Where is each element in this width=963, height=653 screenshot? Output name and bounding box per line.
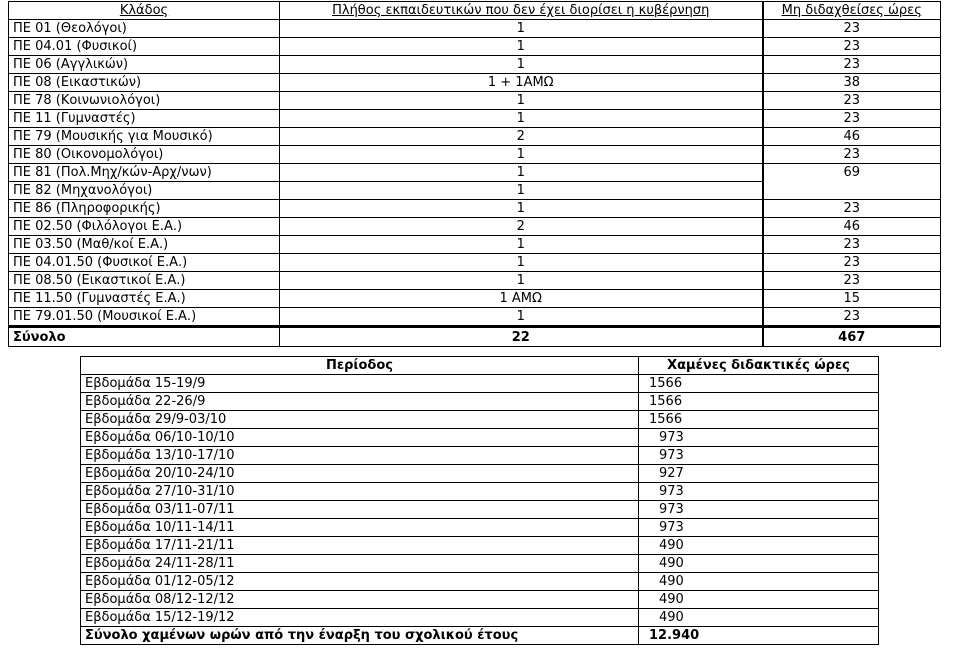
teacher-count-cell: 1 (280, 182, 763, 200)
lost-hours-cell: 973 (639, 447, 879, 465)
klados-cell: ΠΕ 79 (Μουσικής για Μουσικό) (9, 128, 280, 146)
klados-cell: ΠΕ 78 (Κοινωνιολόγοι) (9, 92, 280, 110)
column-header-klados: Κλάδος (9, 2, 280, 20)
table-row (9, 200, 941, 218)
table-row (9, 128, 941, 146)
lost-hours-cell: 927 (639, 465, 879, 483)
lost-hours-cell: 973 (639, 501, 879, 519)
table-row (9, 218, 941, 236)
lost-hours-cell: 490 (639, 537, 879, 555)
column-header-count: Πλήθος εκπαιδευτικών που δεν έχει διορίσει η κυβέρνηση (280, 2, 763, 20)
table-body (81, 375, 879, 645)
period-cell: Εβδομάδα 15-19/9 (81, 375, 639, 393)
table-row (81, 375, 879, 393)
teacher-count-cell: 1 + 1ΑΜΩ (280, 74, 763, 92)
total-hours: 467 (763, 327, 941, 347)
hours-cell: 23 (763, 56, 941, 74)
hours-cell: 23 (763, 20, 941, 38)
klados-cell: ΠΕ 79.01.50 (Μουσικοί Ε.Α.) (9, 308, 280, 327)
hours-cell: 23 (763, 110, 941, 128)
teacher-count-cell: 1 (280, 308, 763, 327)
period-cell: Εβδομάδα 06/10-10/10 (81, 429, 639, 447)
lost-hours-cell: 490 (639, 609, 879, 627)
klados-cell: ΠΕ 02.50 (Φιλόλογοι Ε.Α.) (9, 218, 280, 236)
klados-cell: ΠΕ 82 (Μηχανολόγοι) (9, 182, 280, 200)
klados-cell: ΠΕ 81 (Πολ.Μηχ/κών-Αρχ/νων) (9, 164, 280, 182)
lost-hours-cell: 490 (639, 573, 879, 591)
lost-hours-table (80, 356, 879, 645)
table-row (9, 20, 941, 38)
total-label: Σύνολο (9, 327, 280, 347)
teacher-count-cell: 1 (280, 272, 763, 290)
period-cell: Εβδομάδα 22-26/9 (81, 393, 639, 411)
period-cell: Εβδομάδα 08/12-12/12 (81, 591, 639, 609)
hours-cell: 23 (763, 236, 941, 254)
lost-hours-cell: 973 (639, 483, 879, 501)
lost-hours-cell: 1566 (639, 375, 879, 393)
table-header-row (81, 357, 879, 375)
table-row (9, 56, 941, 74)
period-cell: Εβδομάδα 29/9-03/10 (81, 411, 639, 429)
total-count: 22 (280, 327, 763, 347)
teacher-count-cell: 1 (280, 236, 763, 254)
table-row (81, 519, 879, 537)
teacher-count-cell: 1 (280, 110, 763, 128)
klados-cell: ΠΕ 80 (Οικονομολόγοι) (9, 146, 280, 164)
teacher-count-cell: 1 (280, 56, 763, 74)
table-row (9, 308, 941, 327)
hours-cell: 15 (763, 290, 941, 308)
table-row (81, 591, 879, 609)
table-row (9, 92, 941, 110)
table-row (81, 411, 879, 429)
hours-cell: 46 (763, 128, 941, 146)
teacher-count-cell: 1 (280, 92, 763, 110)
table-row (81, 537, 879, 555)
period-cell: Εβδομάδα 10/11-14/11 (81, 519, 639, 537)
table-row (81, 483, 879, 501)
table-row (81, 501, 879, 519)
teacher-count-cell: 1 (280, 20, 763, 38)
total-label: Σύνολο χαμένων ωρών από την έναρξη του σχολικού έτους (81, 627, 639, 645)
hours-cell: 23 (763, 308, 941, 327)
klados-cell: ΠΕ 04.01 (Φυσικοί) (9, 38, 280, 56)
unappointed-teachers-table (8, 1, 941, 347)
hours-cell: 23 (763, 38, 941, 56)
table-row (9, 272, 941, 290)
period-cell: Εβδομάδα 03/11-07/11 (81, 501, 639, 519)
hours-cell: 46 (763, 218, 941, 236)
klados-cell: ΠΕ 03.50 (Μαθ/κοί Ε.Α.) (9, 236, 280, 254)
lost-hours-cell: 1566 (639, 393, 879, 411)
teacher-count-cell: 2 (280, 128, 763, 146)
total-row (9, 327, 941, 347)
table-row (9, 38, 941, 56)
table-row (9, 164, 941, 182)
table-row (9, 236, 941, 254)
total-lost-hours: 12.940 (639, 627, 879, 645)
table-header-row (9, 2, 941, 20)
teacher-count-cell: 2 (280, 218, 763, 236)
period-cell: Εβδομάδα 15/12-19/12 (81, 609, 639, 627)
klados-cell: ΠΕ 11.50 (Γυμναστές Ε.Α.) (9, 290, 280, 308)
hours-cell: 23 (763, 146, 941, 164)
period-cell: Εβδομάδα 24/11-28/11 (81, 555, 639, 573)
lost-hours-cell: 1566 (639, 411, 879, 429)
teacher-count-cell: 1 (280, 254, 763, 272)
column-header-hours: Μη διδαχθείσες ώρες (763, 2, 941, 20)
klados-cell: ΠΕ 06 (Αγγλικών) (9, 56, 280, 74)
klados-cell: ΠΕ 08.50 (Εικαστικοί Ε.Α.) (9, 272, 280, 290)
column-header-lost-hours: Χαμένες διδακτικές ώρες (639, 357, 879, 375)
lost-hours-cell: 490 (639, 555, 879, 573)
period-cell: Εβδομάδα 01/12-05/12 (81, 573, 639, 591)
hours-cell: 23 (763, 92, 941, 110)
total-row (81, 627, 879, 645)
lost-hours-cell: 490 (639, 591, 879, 609)
period-cell: Εβδομάδα 13/10-17/10 (81, 447, 639, 465)
table-row (9, 290, 941, 308)
hours-cell: 69 (763, 164, 941, 200)
table-row (81, 555, 879, 573)
period-cell: Εβδομάδα 20/10-24/10 (81, 465, 639, 483)
klados-cell: ΠΕ 04.01.50 (Φυσικοί Ε.Α.) (9, 254, 280, 272)
table-row (81, 465, 879, 483)
teacher-count-cell: 1 (280, 200, 763, 218)
lost-hours-cell: 973 (639, 519, 879, 537)
teacher-count-cell: 1 (280, 146, 763, 164)
table-row (81, 609, 879, 627)
table-row (9, 110, 941, 128)
hours-cell: 23 (763, 200, 941, 218)
teacher-count-cell: 1 (280, 164, 763, 182)
teacher-count-cell: 1 ΑΜΩ (280, 290, 763, 308)
table-body (9, 20, 941, 347)
lost-hours-cell: 973 (639, 429, 879, 447)
table-row (9, 74, 941, 92)
hours-cell: 23 (763, 272, 941, 290)
table-row (81, 429, 879, 447)
teacher-count-cell: 1 (280, 38, 763, 56)
column-header-period: Περίοδος (81, 357, 639, 375)
table-row (81, 573, 879, 591)
period-cell: Εβδομάδα 27/10-31/10 (81, 483, 639, 501)
table-row (9, 146, 941, 164)
period-cell: Εβδομάδα 17/11-21/11 (81, 537, 639, 555)
klados-cell: ΠΕ 11 (Γυμναστές) (9, 110, 280, 128)
klados-cell: ΠΕ 86 (Πληροφορικής) (9, 200, 280, 218)
hours-cell: 23 (763, 254, 941, 272)
table-row (81, 393, 879, 411)
klados-cell: ΠΕ 08 (Εικαστικών) (9, 74, 280, 92)
hours-cell: 38 (763, 74, 941, 92)
klados-cell: ΠΕ 01 (Θεολόγοι) (9, 20, 280, 38)
table-row (9, 254, 941, 272)
table-row (81, 447, 879, 465)
